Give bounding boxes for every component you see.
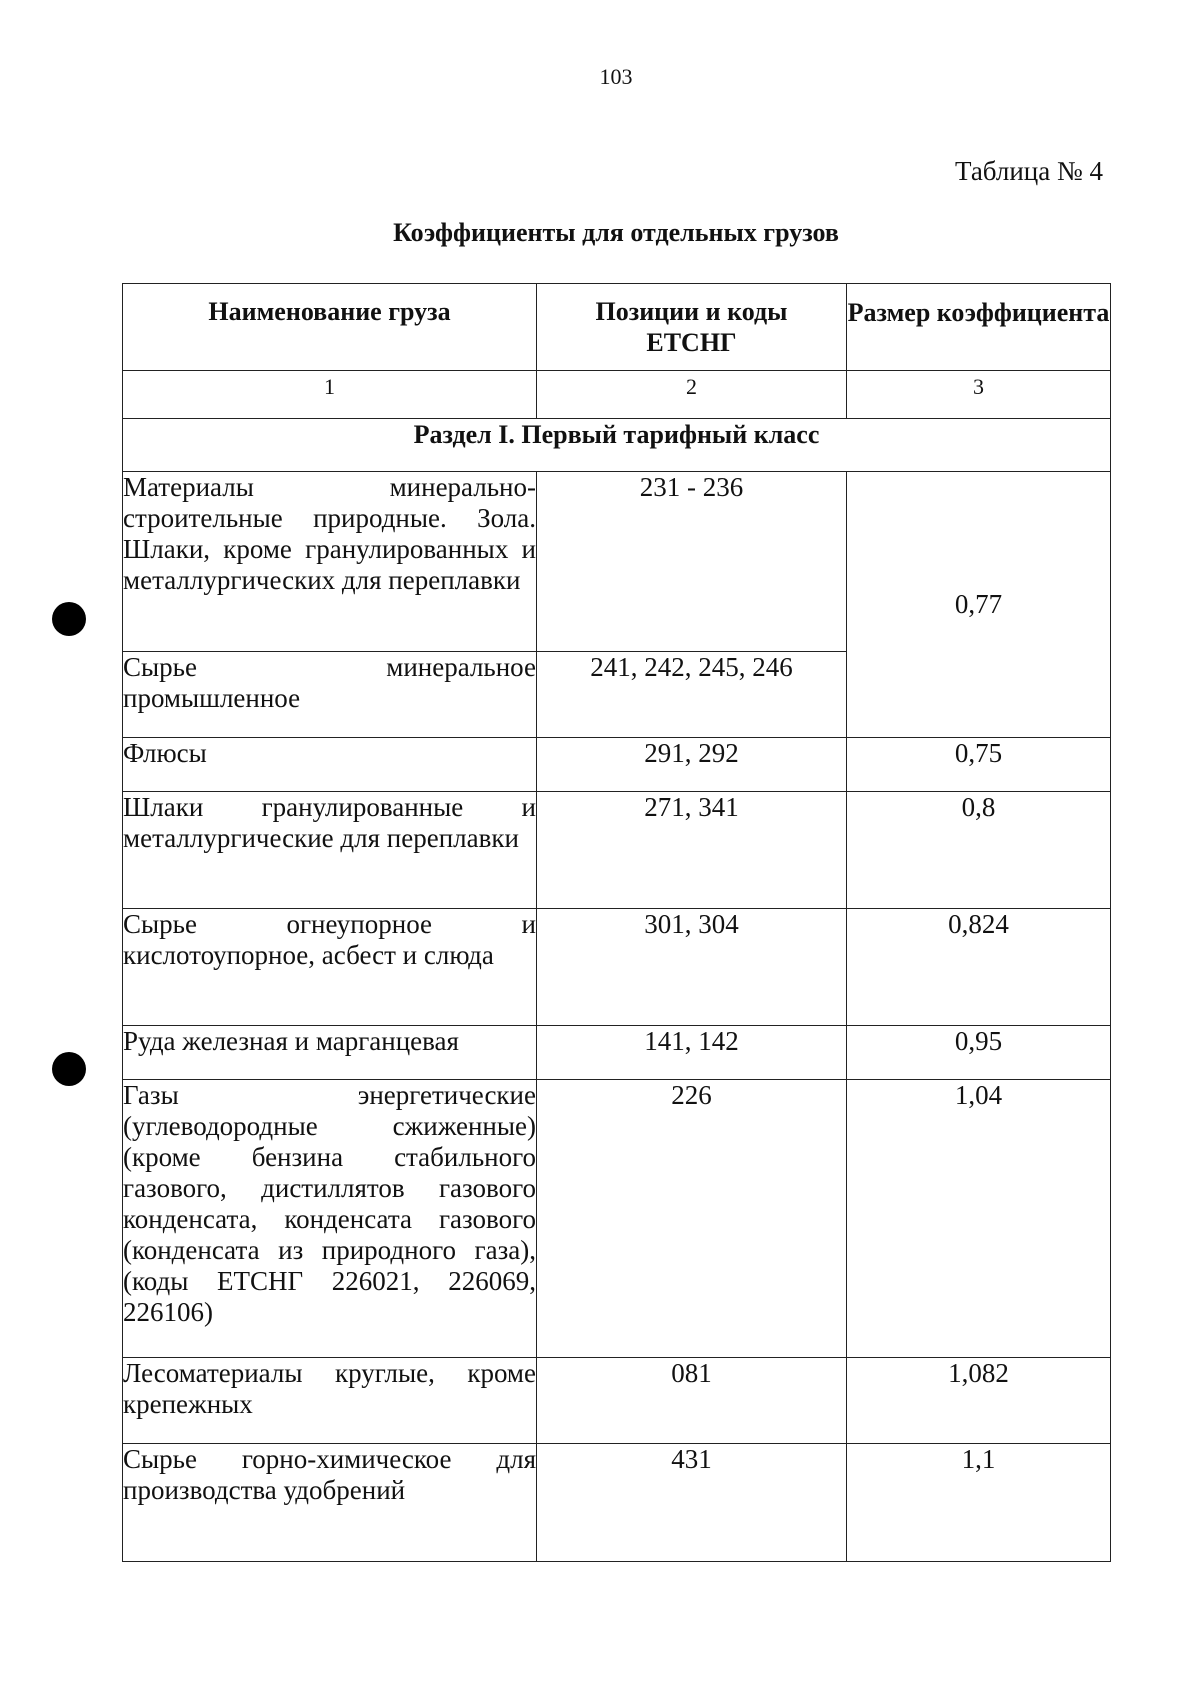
etsng-codes: 141, 142 xyxy=(537,1026,847,1080)
column-number-row xyxy=(123,371,1111,419)
etsng-codes: 271, 341 xyxy=(537,792,847,909)
cargo-name: Шлаки гранулированные и металлургические для переплавки xyxy=(123,792,537,909)
table-row xyxy=(123,738,1111,792)
etsng-codes: 231 - 236 xyxy=(537,472,847,652)
page-number: 103 xyxy=(599,64,633,89)
column-number: 3 xyxy=(847,371,1111,419)
cargo-name: Газы энергетические (углеводородные сжиженные) (кроме бензина стабильного газового, дистиллятов газового конденсата, конденсата газового (конденсата из природного газа), (коды ЕТСНГ 226021, 226069, 226106) xyxy=(123,1080,537,1358)
punch-hole xyxy=(52,1052,86,1086)
coefficient-value: 1,1 xyxy=(847,1444,1111,1562)
etsng-codes: 241, 242, 245, 246 xyxy=(537,652,847,738)
coefficient-value: 0,95 xyxy=(847,1026,1111,1080)
etsng-codes: 291, 292 xyxy=(537,738,847,792)
cargo-name: Руда железная и марганцевая xyxy=(123,1026,537,1080)
cargo-name: Сырье минеральное промышленное xyxy=(123,652,537,738)
table-row xyxy=(123,792,1111,909)
etsng-codes: 431 xyxy=(537,1444,847,1562)
table-title: Коэффициенты для отдельных грузов xyxy=(393,218,839,247)
table-row xyxy=(123,909,1111,1026)
table-row xyxy=(123,1026,1111,1080)
etsng-codes: 226 xyxy=(537,1080,847,1358)
table-caption: Таблица № 4 xyxy=(955,156,1103,186)
coefficient-value: 0,77 xyxy=(847,472,1111,738)
coefficients-table xyxy=(122,283,1111,1562)
punch-hole xyxy=(52,602,86,636)
header-coefficient: Размер коэффициента xyxy=(847,284,1111,371)
section-title: Раздел I. Первый тарифный класс xyxy=(123,419,1111,472)
column-number: 2 xyxy=(537,371,847,419)
section-row xyxy=(123,419,1111,472)
etsng-codes: 301, 304 xyxy=(537,909,847,1026)
header-etsng-codes: Позиции и коды ЕТСНГ xyxy=(537,284,847,371)
table-row xyxy=(123,1358,1111,1444)
coefficient-value: 0,8 xyxy=(847,792,1111,909)
cargo-name: Материалы минерально-строительные природные. Зола. Шлаки, кроме гранулированных и металлургических для переплавки xyxy=(123,472,537,652)
coefficient-value: 1,04 xyxy=(847,1080,1111,1358)
cargo-name: Лесоматериалы круглые, кроме крепежных xyxy=(123,1358,537,1444)
cargo-name: Флюсы xyxy=(123,738,537,792)
column-number: 1 xyxy=(123,371,537,419)
coefficient-value: 0,824 xyxy=(847,909,1111,1026)
cargo-name: Сырье горно-химическое для производства удобрений xyxy=(123,1444,537,1562)
table-row xyxy=(123,472,1111,652)
coefficient-value: 1,082 xyxy=(847,1358,1111,1444)
table-row xyxy=(123,1444,1111,1562)
header-cargo-name: Наименование груза xyxy=(123,284,537,371)
etsng-codes: 081 xyxy=(537,1358,847,1444)
table-row xyxy=(123,1080,1111,1358)
coefficient-value: 0,75 xyxy=(847,738,1111,792)
cargo-name: Сырье огнеупорное и кислотоупорное, асбест и слюда xyxy=(123,909,537,1026)
table-header-row xyxy=(123,284,1111,371)
